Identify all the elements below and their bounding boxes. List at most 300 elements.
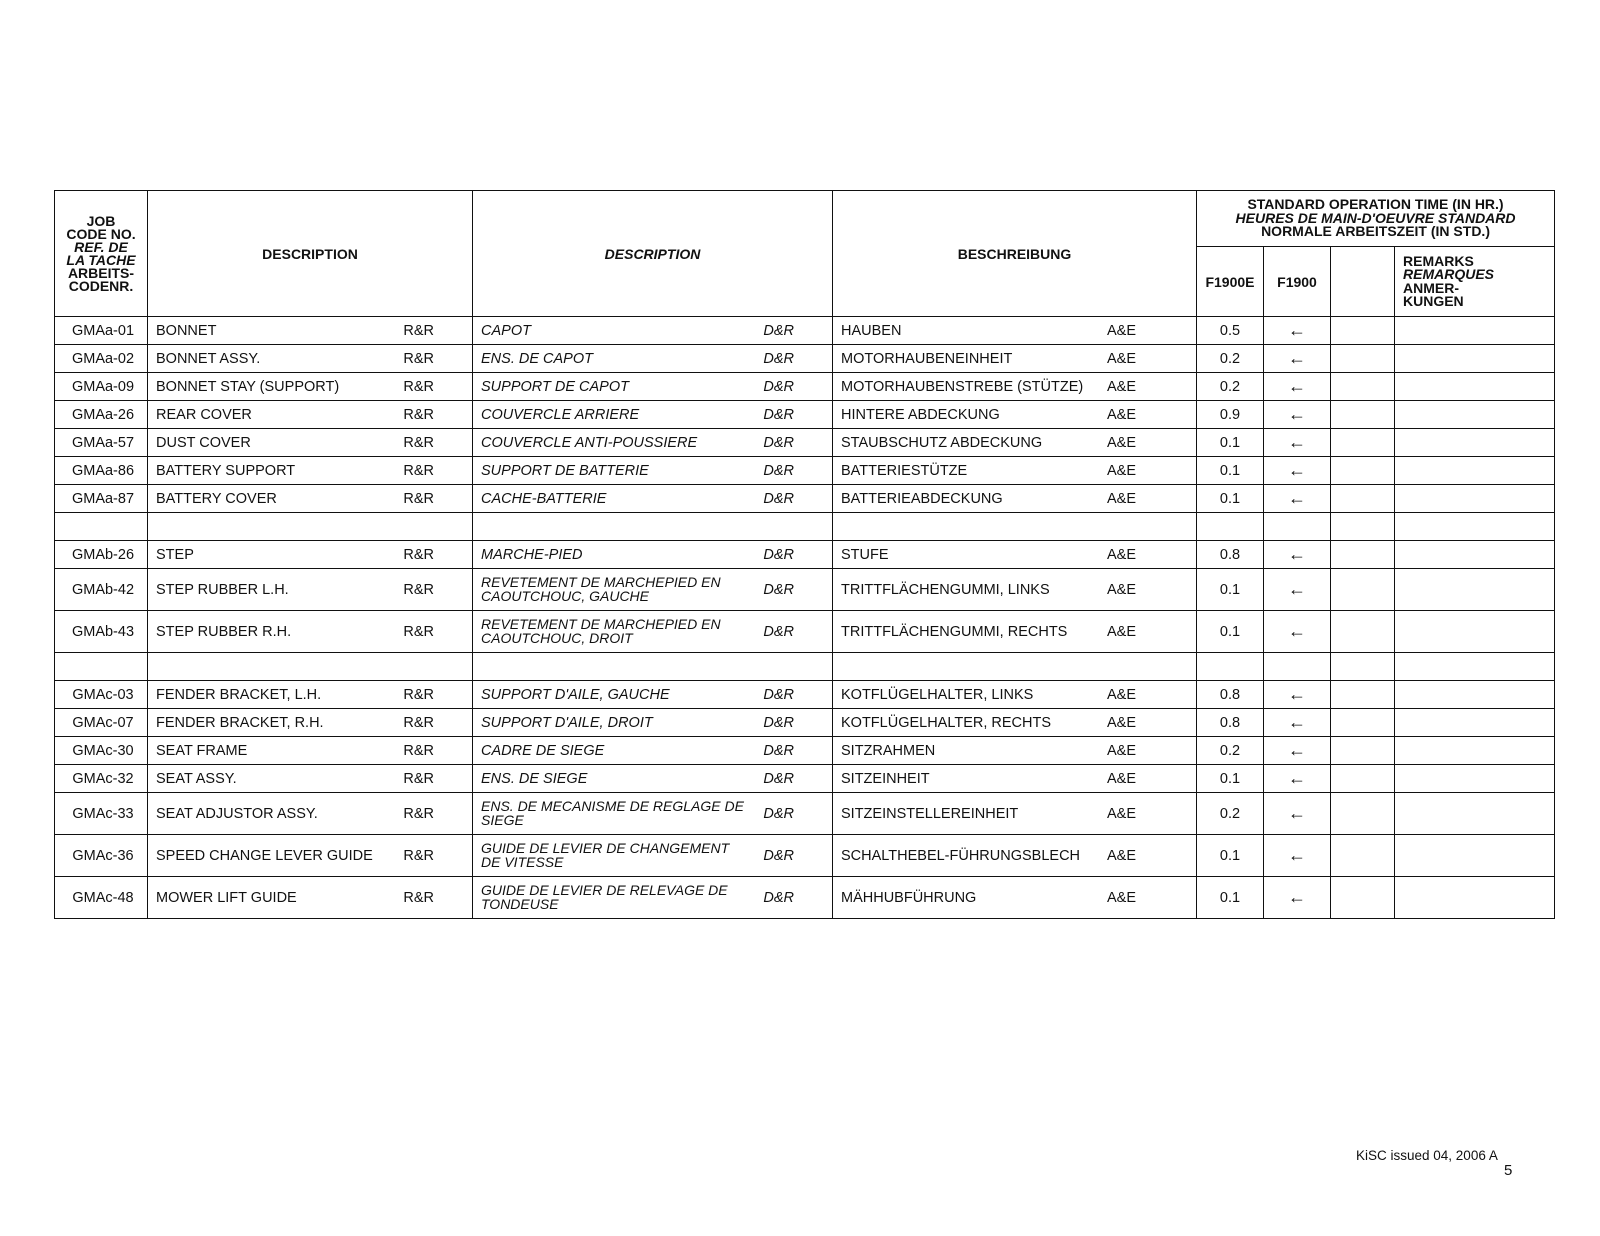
standard-time-header-line: STANDARD OPERATION TIME (IN HR.) [1247, 196, 1504, 213]
empty-time-cell [1331, 737, 1395, 765]
table-row [55, 317, 1555, 345]
operation-fr: D&R [763, 406, 794, 423]
time-f1900e-cell: 0.8 [1197, 541, 1264, 569]
same-as-left-arrow-icon: ← [1264, 611, 1331, 653]
job-code-cell: GMAc-32 [55, 765, 148, 793]
job-code-cell: GMAa-26 [55, 401, 148, 429]
blank-cell [1331, 513, 1395, 541]
remarks-cell [1395, 765, 1555, 793]
empty-time-cell [1331, 569, 1395, 611]
operation-en: R&R [403, 805, 434, 822]
description-fr-cell [473, 317, 833, 345]
same-as-left-arrow-icon: ← [1264, 569, 1331, 611]
empty-time-cell [1331, 345, 1395, 373]
job-code-cell: GMAb-43 [55, 611, 148, 653]
description-en-text: SEAT ADJUSTOR ASSY. [156, 805, 318, 822]
job-code-cell: GMAb-26 [55, 541, 148, 569]
description-fr-text: ENS. DE SIEGE [481, 770, 588, 787]
blank-cell [1331, 653, 1395, 681]
description-fr-text: SUPPORT DE CAPOT [481, 378, 629, 395]
operation-fr: D&R [763, 581, 794, 598]
operation-fr: D&R [763, 889, 794, 906]
description-en-cell [148, 373, 473, 401]
remarks-cell [1395, 737, 1555, 765]
remarks-cell [1395, 317, 1555, 345]
remarks-cell [1395, 429, 1555, 457]
description-en-text: SEAT ASSY. [156, 770, 237, 787]
empty-time-cell [1331, 835, 1395, 877]
description-en-cell [148, 569, 473, 611]
operation-en: R&R [403, 350, 434, 367]
blank-cell [1264, 653, 1331, 681]
description-fr-text: COUVERCLE ANTI-POUSSIERE [481, 434, 698, 451]
table-row [55, 611, 1555, 653]
description-en-cell [148, 345, 473, 373]
job-code-cell: GMAc-48 [55, 877, 148, 919]
blank-separator-row [55, 513, 1555, 541]
description-en-text: BONNET ASSY. [156, 350, 261, 367]
description-fr-cell [473, 737, 833, 765]
operation-de: A&E [1106, 581, 1136, 598]
description-de-cell [833, 877, 1197, 919]
job-code-cell: GMAc-36 [55, 835, 148, 877]
empty-time-cell [1331, 429, 1395, 457]
operation-fr: D&R [763, 805, 794, 822]
time-f1900e-cell: 0.9 [1197, 401, 1264, 429]
page-number: 5 [1504, 1162, 1513, 1179]
job-code-header-line: JOB [86, 212, 116, 229]
description-de-cell [833, 737, 1197, 765]
description-fr-text: GUIDE DE LEVIER DE RELEVAGE DE TONDEUSE [481, 881, 728, 912]
table-header-row-1 [55, 191, 1555, 247]
same-as-left-arrow-icon: ← [1264, 793, 1331, 835]
description-en-cell [148, 793, 473, 835]
operation-de: A&E [1106, 462, 1136, 479]
description-de-header: BESCHREIBUNG [833, 191, 1197, 317]
description-en-cell [148, 611, 473, 653]
description-de-text: HINTERE ABDECKUNG [841, 406, 1000, 423]
remarks-header-line: ANMER- [1403, 279, 1459, 296]
description-de-text: MOTORHAUBENEINHEIT [841, 350, 1013, 367]
time-f1900e-cell: 0.1 [1197, 835, 1264, 877]
description-fr-text: ENS. DE CAPOT [481, 350, 593, 367]
description-de-cell [833, 709, 1197, 737]
operation-de: A&E [1106, 623, 1136, 640]
description-fr-cell [473, 345, 833, 373]
description-en-cell [148, 457, 473, 485]
operation-en: R&R [403, 889, 434, 906]
blank-cell [148, 513, 473, 541]
empty-time-cell [1331, 765, 1395, 793]
operation-de: A&E [1106, 714, 1136, 731]
description-fr-text: ENS. DE MECANISME DE REGLAGE DE SIEGE [481, 797, 744, 828]
description-de-text: SITZRAHMEN [841, 742, 936, 759]
description-en-cell [148, 485, 473, 513]
operation-fr: D&R [763, 546, 794, 563]
description-fr-text: REVETEMENT DE MARCHEPIED EN CAOUTCHOUC, GAUCHE [481, 573, 721, 604]
description-en-cell [148, 541, 473, 569]
same-as-left-arrow-icon: ← [1264, 737, 1331, 765]
empty-time-cell [1331, 709, 1395, 737]
operation-en: R&R [403, 490, 434, 507]
blank-cell [148, 653, 473, 681]
model-f1900-header: F1900 [1264, 247, 1331, 317]
same-as-left-arrow-icon: ← [1264, 345, 1331, 373]
description-fr-cell [473, 485, 833, 513]
remarks-cell [1395, 485, 1555, 513]
description-en-text: BONNET STAY (SUPPORT) [156, 378, 340, 395]
empty-time-cell [1331, 681, 1395, 709]
operation-de: A&E [1106, 889, 1136, 906]
description-fr-text: CAPOT [481, 322, 531, 339]
time-f1900e-cell: 0.8 [1197, 681, 1264, 709]
job-code-cell: GMAa-09 [55, 373, 148, 401]
time-f1900e-cell: 0.1 [1197, 569, 1264, 611]
description-fr-text: GUIDE DE LEVIER DE CHANGEMENT DE VITESSE [481, 839, 730, 870]
time-f1900e-cell: 0.2 [1197, 793, 1264, 835]
operation-fr: D&R [763, 490, 794, 507]
description-fr-text: SUPPORT D'AILE, DROIT [481, 714, 653, 731]
description-en-text: FENDER BRACKET, R.H. [156, 714, 324, 731]
description-de-text: BATTERIEABDECKUNG [841, 490, 1003, 507]
operation-en: R&R [403, 742, 434, 759]
empty-time-cell [1331, 373, 1395, 401]
remarks-header-line: REMARKS [1403, 252, 1474, 269]
job-code-cell: GMAa-57 [55, 429, 148, 457]
operation-fr: D&R [763, 350, 794, 367]
same-as-left-arrow-icon: ← [1264, 429, 1331, 457]
operation-fr: D&R [763, 770, 794, 787]
operation-de: A&E [1106, 686, 1136, 703]
remarks-header-line: KUNGEN [1403, 293, 1464, 309]
operation-fr: D&R [763, 434, 794, 451]
standard-time-header-line: NORMALE ARBEITSZEIT (IN STD.) [1261, 223, 1490, 240]
description-en-text: BATTERY COVER [156, 490, 277, 507]
description-de-text: SITZEINHEIT [841, 770, 930, 787]
description-en-cell [148, 681, 473, 709]
time-f1900e-cell: 0.1 [1197, 485, 1264, 513]
operation-de: A&E [1106, 847, 1136, 864]
operation-en: R&R [403, 714, 434, 731]
time-f1900e-cell: 0.8 [1197, 709, 1264, 737]
operation-de: A&E [1106, 742, 1136, 759]
description-fr-cell [473, 401, 833, 429]
description-en-text: SEAT FRAME [156, 742, 248, 759]
description-fr-cell [473, 709, 833, 737]
operation-en: R&R [403, 581, 434, 598]
job-code-cell: GMAa-87 [55, 485, 148, 513]
table-row [55, 793, 1555, 835]
empty-time-cell [1331, 401, 1395, 429]
description-en-text: STEP [156, 546, 194, 563]
empty-time-cell [1331, 793, 1395, 835]
description-fr-text: MARCHE-PIED [481, 546, 583, 563]
table-row [55, 765, 1555, 793]
description-fr-cell [473, 373, 833, 401]
remarks-cell [1395, 401, 1555, 429]
job-code-cell: GMAa-02 [55, 345, 148, 373]
description-fr-cell [473, 765, 833, 793]
description-de-text: MOTORHAUBENSTREBE (STÜTZE) [841, 378, 1084, 395]
description-fr-cell [473, 877, 833, 919]
operation-en: R&R [403, 770, 434, 787]
table-row [55, 429, 1555, 457]
description-fr-cell [473, 611, 833, 653]
blank-cell [1395, 513, 1555, 541]
description-fr-cell [473, 541, 833, 569]
same-as-left-arrow-icon: ← [1264, 835, 1331, 877]
table-row [55, 541, 1555, 569]
description-de-cell [833, 401, 1197, 429]
time-f1900e-cell: 0.2 [1197, 345, 1264, 373]
blank-cell [1264, 513, 1331, 541]
operation-fr: D&R [763, 714, 794, 731]
operation-fr: D&R [763, 462, 794, 479]
empty-time-cell [1331, 611, 1395, 653]
operation-de: A&E [1106, 350, 1136, 367]
table-row [55, 373, 1555, 401]
operation-de: A&E [1106, 805, 1136, 822]
table-row [55, 457, 1555, 485]
operation-en: R&R [403, 847, 434, 864]
remarks-cell [1395, 457, 1555, 485]
table-row [55, 709, 1555, 737]
blank-cell [1395, 653, 1555, 681]
blank-cell [473, 513, 833, 541]
blank-cell [1197, 653, 1264, 681]
operation-de: A&E [1106, 406, 1136, 423]
description-en-text: DUST COVER [156, 434, 251, 451]
table-row [55, 569, 1555, 611]
description-fr-cell [473, 457, 833, 485]
description-fr-text: SUPPORT D'AILE, GAUCHE [481, 686, 670, 703]
time-f1900e-cell: 0.1 [1197, 611, 1264, 653]
blank-cell [55, 513, 148, 541]
operation-en: R&R [403, 378, 434, 395]
time-f1900e-cell: 0.1 [1197, 765, 1264, 793]
operation-fr: D&R [763, 742, 794, 759]
empty-model-header [1331, 247, 1395, 317]
description-en-text: BONNET [156, 322, 217, 339]
remarks-cell [1395, 345, 1555, 373]
standard-time-header [1197, 191, 1555, 247]
operation-time-table [54, 190, 1555, 919]
empty-time-cell [1331, 317, 1395, 345]
description-fr-text: CACHE-BATTERIE [481, 490, 607, 507]
time-f1900e-cell: 0.1 [1197, 877, 1264, 919]
remarks-cell [1395, 835, 1555, 877]
operation-de: A&E [1106, 378, 1136, 395]
description-fr-text: CADRE DE SIEGE [481, 742, 605, 759]
same-as-left-arrow-icon: ← [1264, 317, 1331, 345]
job-code-header-line: CODENR. [68, 277, 134, 294]
job-code-cell: GMAa-01 [55, 317, 148, 345]
operation-fr: D&R [763, 847, 794, 864]
job-code-cell: GMAc-03 [55, 681, 148, 709]
description-de-text: MÄHHUBFÜHRUNG [841, 889, 977, 906]
description-de-cell [833, 611, 1197, 653]
table-row [55, 681, 1555, 709]
operation-fr: D&R [763, 623, 794, 640]
blank-cell [833, 513, 1197, 541]
operation-en: R&R [403, 434, 434, 451]
operation-en: R&R [403, 462, 434, 479]
remarks-cell [1395, 611, 1555, 653]
job-code-header-line: LA TACHE [66, 251, 136, 268]
empty-time-cell [1331, 485, 1395, 513]
model-f1900e-header: F1900E [1197, 247, 1264, 317]
description-en-cell [148, 877, 473, 919]
description-de-text: TRITTFLÄCHENGUMMI, LINKS [841, 581, 1050, 598]
job-code-cell: GMAb-42 [55, 569, 148, 611]
blank-cell [833, 653, 1197, 681]
description-de-text: STAUBSCHUTZ ABDECKUNG [841, 434, 1043, 451]
table-row [55, 877, 1555, 919]
time-f1900e-cell: 0.1 [1197, 457, 1264, 485]
description-de-cell [833, 429, 1197, 457]
same-as-left-arrow-icon: ← [1264, 681, 1331, 709]
operation-de: A&E [1106, 546, 1136, 563]
operation-fr: D&R [763, 686, 794, 703]
time-f1900e-cell: 0.2 [1197, 373, 1264, 401]
description-de-cell [833, 765, 1197, 793]
table-row [55, 835, 1555, 877]
job-code-header-line: REF. DE [74, 238, 128, 255]
table-row [55, 485, 1555, 513]
description-en-cell [148, 401, 473, 429]
table-row [55, 401, 1555, 429]
description-de-text: SCHALTHEBEL-FÜHRUNGSBLECH [841, 847, 1081, 864]
description-de-cell [833, 541, 1197, 569]
description-de-text: TRITTFLÄCHENGUMMI, RECHTS [841, 623, 1068, 640]
description-de-cell [833, 835, 1197, 877]
description-en-text: REAR COVER [156, 406, 252, 423]
description-fr-cell [473, 793, 833, 835]
description-de-cell [833, 569, 1197, 611]
same-as-left-arrow-icon: ← [1264, 877, 1331, 919]
blank-cell [55, 653, 148, 681]
empty-time-cell [1331, 541, 1395, 569]
operation-de: A&E [1106, 770, 1136, 787]
standard-time-header-line: HEURES DE MAIN-D'OEUVRE STANDARD [1235, 209, 1516, 226]
description-en-cell [148, 737, 473, 765]
remarks-header-line: REMARQUES [1403, 266, 1495, 282]
operation-en: R&R [403, 686, 434, 703]
remarks-cell [1395, 681, 1555, 709]
time-f1900e-cell: 0.2 [1197, 737, 1264, 765]
description-fr-header: DESCRIPTION [473, 191, 833, 317]
description-en-cell [148, 429, 473, 457]
description-fr-text: SUPPORT DE BATTERIE [481, 462, 649, 479]
operation-fr: D&R [763, 378, 794, 395]
description-de-text: KOTFLÜGELHALTER, LINKS [841, 686, 1034, 703]
description-de-text: KOTFLÜGELHALTER, RECHTS [841, 714, 1052, 731]
table-body [55, 317, 1555, 919]
description-fr-cell [473, 681, 833, 709]
description-de-text: STUFE [841, 546, 889, 563]
description-de-cell [833, 345, 1197, 373]
description-en-cell [148, 317, 473, 345]
issue-footer: KiSC issued 04, 2006 A [1356, 1148, 1498, 1163]
blank-separator-row [55, 653, 1555, 681]
same-as-left-arrow-icon: ← [1264, 765, 1331, 793]
description-fr-cell [473, 835, 833, 877]
operation-fr: D&R [763, 322, 794, 339]
same-as-left-arrow-icon: ← [1264, 709, 1331, 737]
time-f1900e-cell: 0.1 [1197, 429, 1264, 457]
job-code-header-line: CODE NO. [66, 225, 136, 242]
description-en-text: STEP RUBBER R.H. [156, 623, 292, 640]
description-fr-cell [473, 569, 833, 611]
same-as-left-arrow-icon: ← [1264, 373, 1331, 401]
operation-en: R&R [403, 406, 434, 423]
description-en-header: DESCRIPTION [148, 191, 473, 317]
description-en-cell [148, 765, 473, 793]
table-row [55, 737, 1555, 765]
same-as-left-arrow-icon: ← [1264, 541, 1331, 569]
job-code-header [55, 191, 148, 317]
same-as-left-arrow-icon: ← [1264, 485, 1331, 513]
blank-cell [1197, 513, 1264, 541]
description-en-text: MOWER LIFT GUIDE [156, 889, 297, 906]
remarks-cell [1395, 877, 1555, 919]
description-en-text: BATTERY SUPPORT [156, 462, 296, 479]
operation-en: R&R [403, 546, 434, 563]
operation-de: A&E [1106, 322, 1136, 339]
same-as-left-arrow-icon: ← [1264, 457, 1331, 485]
remarks-cell [1395, 709, 1555, 737]
description-de-text: HAUBEN [841, 322, 902, 339]
job-code-cell: GMAc-30 [55, 737, 148, 765]
remarks-cell [1395, 541, 1555, 569]
job-code-header-line: ARBEITS- [67, 264, 135, 281]
description-fr-text: COUVERCLE ARRIERE [481, 406, 640, 423]
description-de-cell [833, 317, 1197, 345]
description-en-cell [148, 709, 473, 737]
description-de-cell [833, 793, 1197, 835]
remarks-cell [1395, 569, 1555, 611]
description-de-cell [833, 681, 1197, 709]
remarks-cell [1395, 373, 1555, 401]
description-de-cell [833, 485, 1197, 513]
operation-en: R&R [403, 623, 434, 640]
description-de-text: SITZEINSTELLEREINHEIT [841, 805, 1019, 822]
blank-cell [473, 653, 833, 681]
remarks-header [1395, 247, 1555, 317]
job-code-cell: GMAa-86 [55, 457, 148, 485]
empty-time-cell [1331, 457, 1395, 485]
description-en-text: FENDER BRACKET, L.H. [156, 686, 322, 703]
description-de-cell [833, 457, 1197, 485]
description-de-text: BATTERIESTÜTZE [841, 462, 968, 479]
description-en-cell [148, 835, 473, 877]
time-f1900e-cell: 0.5 [1197, 317, 1264, 345]
operation-en: R&R [403, 322, 434, 339]
description-fr-text: REVETEMENT DE MARCHEPIED EN CAOUTCHOUC, DROIT [481, 615, 721, 646]
description-en-text: SPEED CHANGE LEVER GUIDE [156, 847, 373, 864]
remarks-cell [1395, 793, 1555, 835]
description-en-text: STEP RUBBER L.H. [156, 581, 289, 598]
empty-time-cell [1331, 877, 1395, 919]
job-code-cell: GMAc-07 [55, 709, 148, 737]
description-fr-cell [473, 429, 833, 457]
operation-de: A&E [1106, 434, 1136, 451]
table-row [55, 345, 1555, 373]
description-de-cell [833, 373, 1197, 401]
job-code-cell: GMAc-33 [55, 793, 148, 835]
same-as-left-arrow-icon: ← [1264, 401, 1331, 429]
operation-de: A&E [1106, 490, 1136, 507]
